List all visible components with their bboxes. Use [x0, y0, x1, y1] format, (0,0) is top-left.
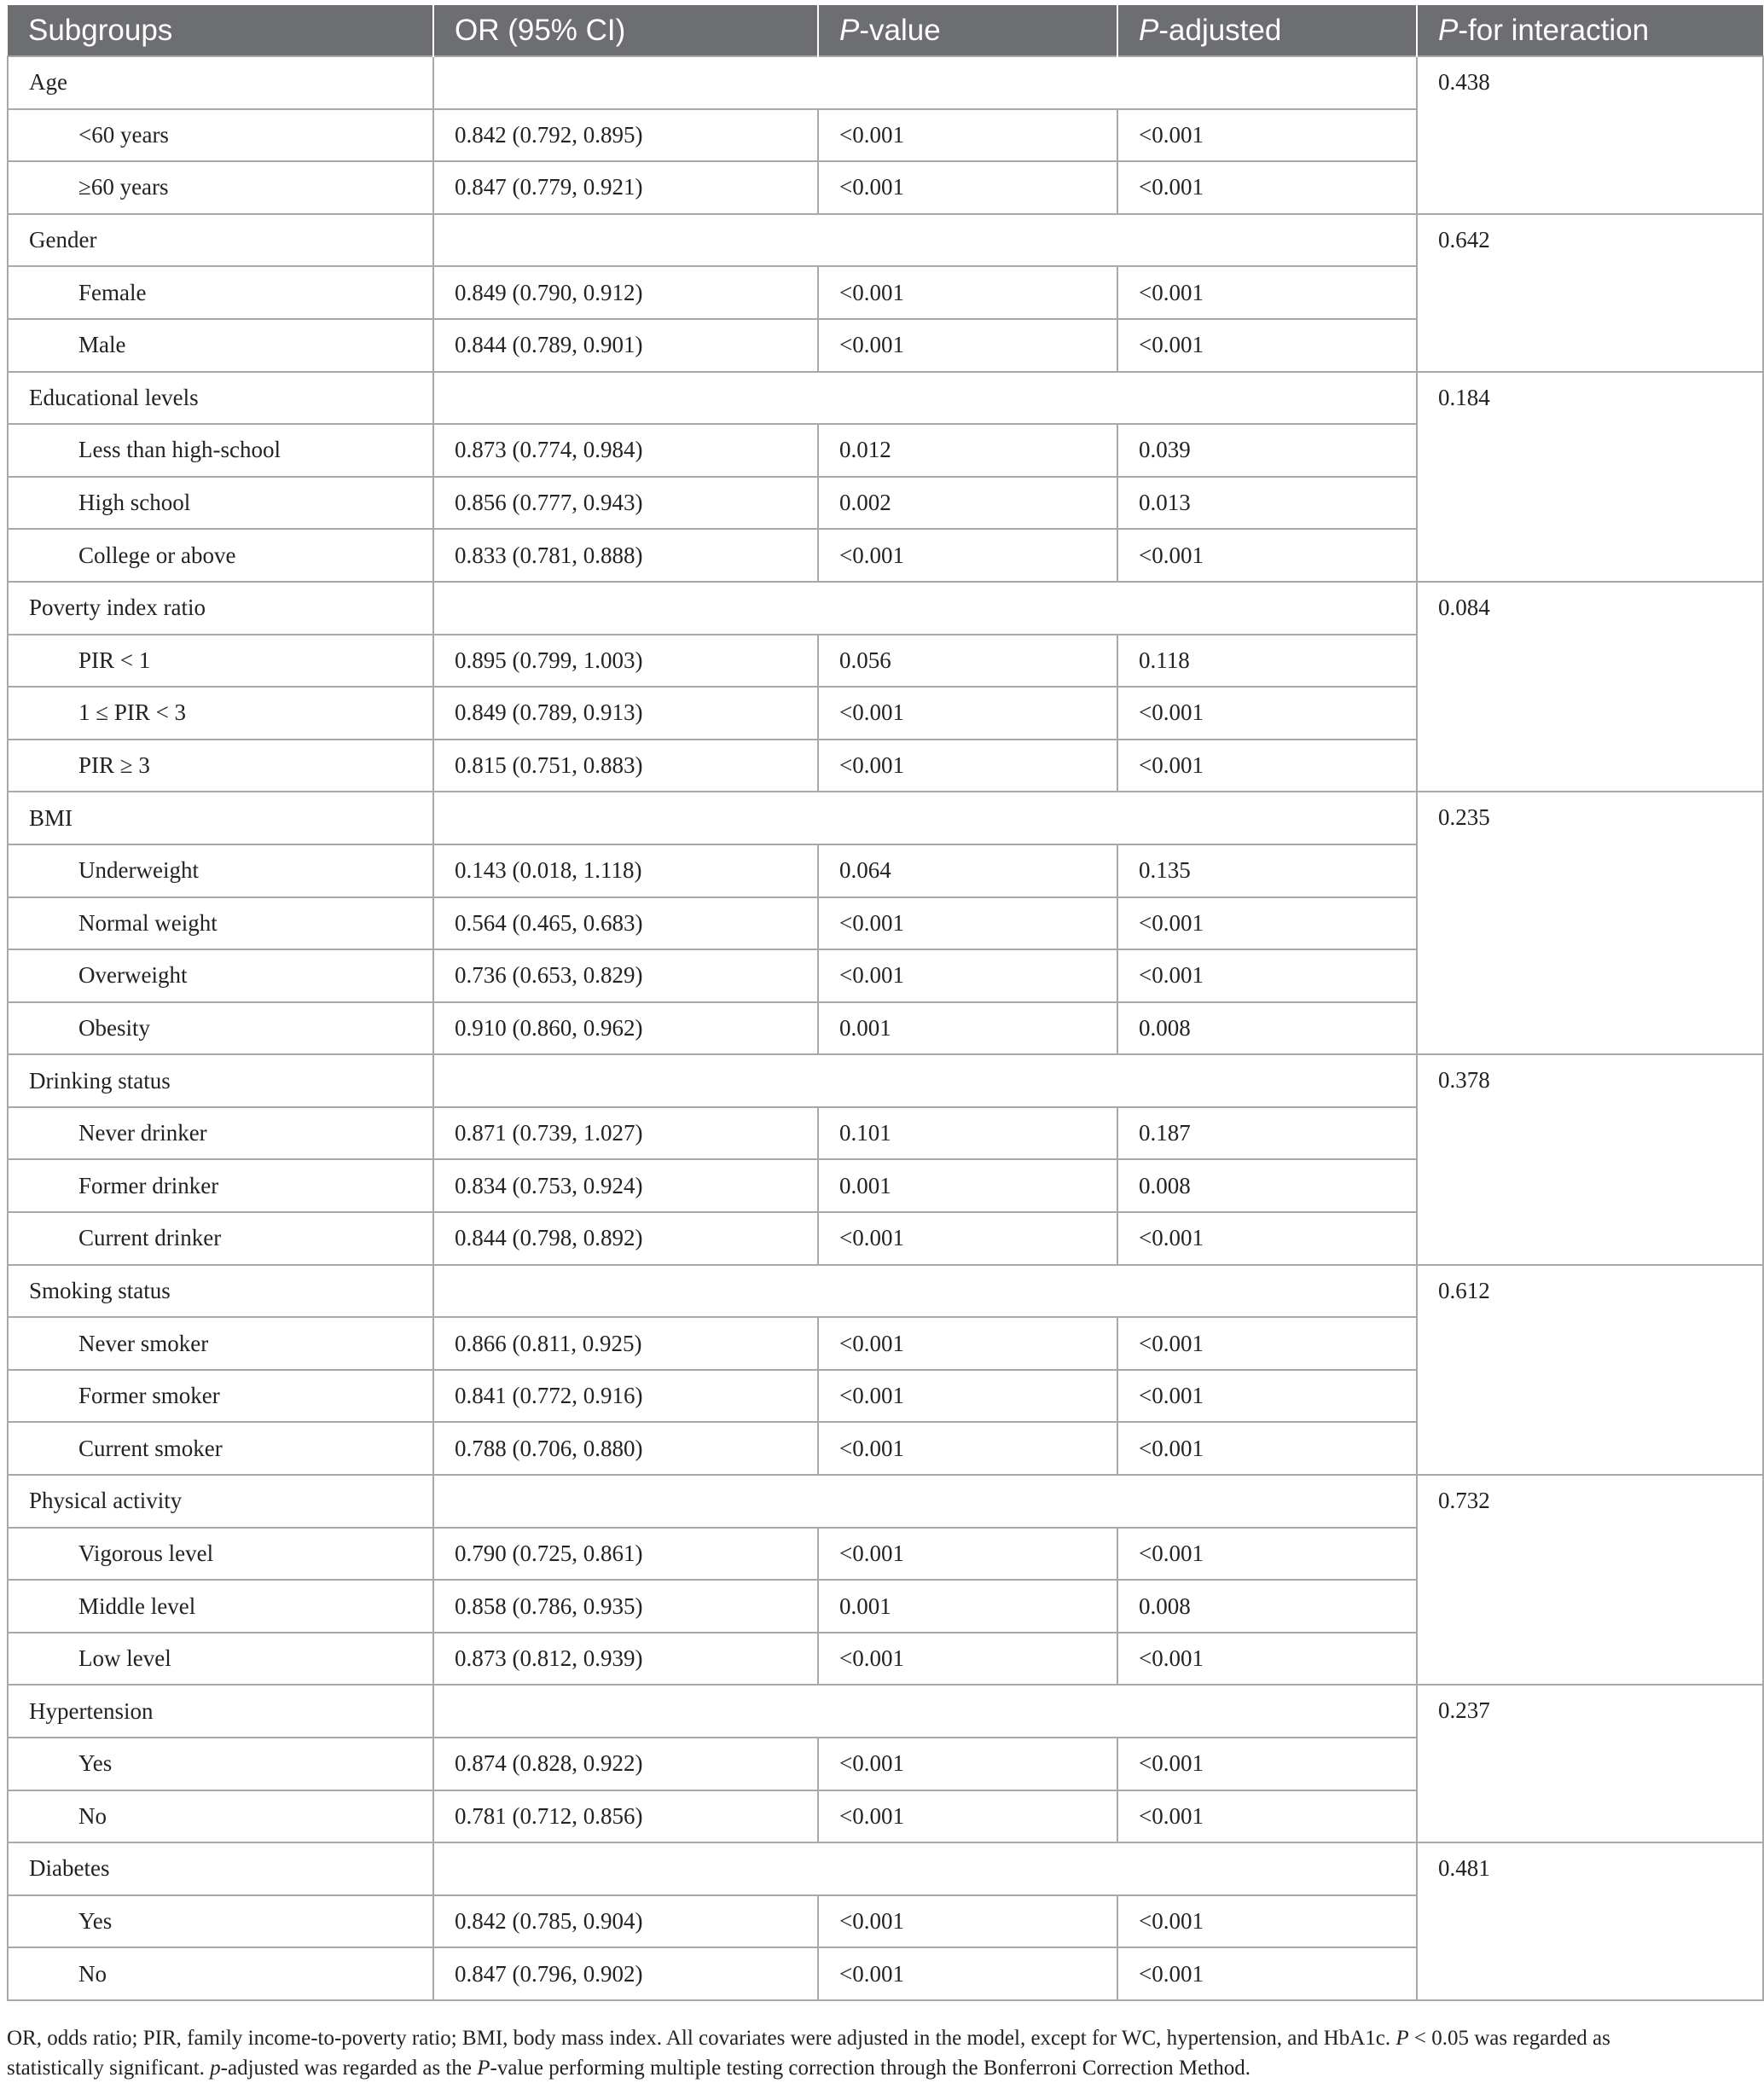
p-adjusted-cell: <0.001 — [1117, 1212, 1417, 1265]
p-value-cell: 0.056 — [818, 635, 1117, 688]
p-value-cell: <0.001 — [818, 1738, 1117, 1790]
header-p-interaction: P-for interaction — [1417, 5, 1763, 56]
table-header — [8, 5, 1763, 56]
group-blank — [433, 1054, 1417, 1107]
subgroup-label: No — [8, 1947, 433, 2000]
or-ci-cell: 0.847 (0.796, 0.902) — [433, 1947, 818, 2000]
or-ci-cell: 0.849 (0.789, 0.913) — [433, 687, 818, 740]
p-adjusted-cell: <0.001 — [1117, 1790, 1417, 1843]
p-value-cell: 0.012 — [818, 424, 1117, 477]
group-name: Poverty index ratio — [8, 582, 433, 635]
p-value-cell: <0.001 — [818, 897, 1117, 950]
p-value-cell: <0.001 — [818, 1633, 1117, 1686]
or-ci-cell: 0.895 (0.799, 1.003) — [433, 635, 818, 688]
group-blank — [433, 1265, 1417, 1318]
subgroup-label: <60 years — [8, 109, 433, 162]
p-value-cell: <0.001 — [818, 1422, 1117, 1475]
header-p-value: P-value — [818, 5, 1117, 56]
or-ci-cell: 0.815 (0.751, 0.883) — [433, 740, 818, 792]
p-interaction-cell: 0.481 — [1417, 1842, 1763, 2000]
p-interaction-cell: 0.184 — [1417, 372, 1763, 582]
p-value-cell: <0.001 — [818, 1528, 1117, 1581]
group-blank — [433, 582, 1417, 635]
p-value-cell: <0.001 — [818, 1895, 1117, 1948]
group-blank — [433, 792, 1417, 844]
subgroup-label: Middle level — [8, 1580, 433, 1633]
footnote-line-2: statistically significant. p-adjusted was regarded as the P-value performing multiple testing correction through the Bonferroni Correction Method. — [7, 2057, 1250, 2080]
group-row — [8, 1054, 1763, 1107]
group-name: Drinking status — [8, 1054, 433, 1107]
or-ci-cell: 0.844 (0.789, 0.901) — [433, 319, 818, 372]
p-value-cell: <0.001 — [818, 949, 1117, 1002]
p-adjusted-cell: <0.001 — [1117, 1947, 1417, 2000]
p-adjusted-cell: <0.001 — [1117, 949, 1417, 1002]
header-row — [8, 5, 1763, 56]
subgroup-label: PIR ≥ 3 — [8, 740, 433, 792]
group-blank — [433, 1685, 1417, 1738]
p-adjusted-cell: 0.135 — [1117, 844, 1417, 897]
p-adjusted-cell: <0.001 — [1117, 687, 1417, 740]
p-adjusted-cell: <0.001 — [1117, 1317, 1417, 1370]
group-row — [8, 1842, 1763, 1895]
group-name: Smoking status — [8, 1265, 433, 1318]
group-name: BMI — [8, 792, 433, 844]
p-adjusted-cell: <0.001 — [1117, 1370, 1417, 1423]
p-adjusted-cell: 0.008 — [1117, 1159, 1417, 1212]
group-blank — [433, 1842, 1417, 1895]
or-ci-cell: 0.143 (0.018, 1.118) — [433, 844, 818, 897]
or-ci-cell: 0.736 (0.653, 0.829) — [433, 949, 818, 1002]
p-value-cell: 0.064 — [818, 844, 1117, 897]
subgroup-label: Vigorous level — [8, 1528, 433, 1581]
or-ci-cell: 0.844 (0.798, 0.892) — [433, 1212, 818, 1265]
subgroup-label: Low level — [8, 1633, 433, 1686]
p-interaction-cell: 0.438 — [1417, 56, 1763, 214]
subgroup-label: Male — [8, 319, 433, 372]
p-value-cell: 0.001 — [818, 1002, 1117, 1055]
p-adjusted-cell: 0.187 — [1117, 1107, 1417, 1160]
p-adjusted-cell: 0.118 — [1117, 635, 1417, 688]
or-ci-cell: 0.781 (0.712, 0.856) — [433, 1790, 818, 1843]
p-value-cell: <0.001 — [818, 1790, 1117, 1843]
group-name: Gender — [8, 214, 433, 267]
subgroup-label: Former smoker — [8, 1370, 433, 1423]
subgroup-label: Yes — [8, 1895, 433, 1948]
p-value-cell: <0.001 — [818, 1317, 1117, 1370]
subgroup-label: Never smoker — [8, 1317, 433, 1370]
or-ci-cell: 0.847 (0.779, 0.921) — [433, 161, 818, 214]
p-value-cell: <0.001 — [818, 740, 1117, 792]
p-adjusted-cell: <0.001 — [1117, 109, 1417, 162]
p-value-cell: <0.001 — [818, 1212, 1117, 1265]
p-adjusted-cell: <0.001 — [1117, 1528, 1417, 1581]
p-value-cell: <0.001 — [818, 161, 1117, 214]
group-name: Diabetes — [8, 1842, 433, 1895]
p-value-cell: <0.001 — [818, 266, 1117, 319]
table-footnote — [7, 2023, 1762, 2083]
group-name: Educational levels — [8, 372, 433, 425]
or-ci-cell: 0.874 (0.828, 0.922) — [433, 1738, 818, 1790]
or-ci-cell: 0.842 (0.792, 0.895) — [433, 109, 818, 162]
or-ci-cell: 0.849 (0.790, 0.912) — [433, 266, 818, 319]
subgroup-label: College or above — [8, 529, 433, 582]
p-adjusted-cell: <0.001 — [1117, 1633, 1417, 1686]
header-subgroups: Subgroups — [8, 5, 433, 56]
p-value-cell: 0.001 — [818, 1159, 1117, 1212]
p-value-cell: 0.002 — [818, 477, 1117, 530]
subgroup-label: Normal weight — [8, 897, 433, 950]
p-adjusted-cell: <0.001 — [1117, 740, 1417, 792]
subgroup-label: High school — [8, 477, 433, 530]
p-adjusted-cell: <0.001 — [1117, 1895, 1417, 1948]
or-ci-cell: 0.866 (0.811, 0.925) — [433, 1317, 818, 1370]
footnote-line-1: OR, odds ratio; PIR, family income-to-poverty ratio; BMI, body mass index. All covariates were adjusted in the model, except for WC, hypertension, and HbA1c. P < 0.05 was regarded as — [7, 2027, 1610, 2050]
subgroup-label: Obesity — [8, 1002, 433, 1055]
p-interaction-cell: 0.642 — [1417, 214, 1763, 372]
group-row — [8, 1475, 1763, 1528]
p-value-cell: 0.101 — [818, 1107, 1117, 1160]
subgroup-label: 1 ≤ PIR < 3 — [8, 687, 433, 740]
p-value-cell: <0.001 — [818, 109, 1117, 162]
or-ci-cell: 0.564 (0.465, 0.683) — [433, 897, 818, 950]
group-blank — [433, 214, 1417, 267]
group-row — [8, 1265, 1763, 1318]
subgroup-label: Less than high-school — [8, 424, 433, 477]
p-adjusted-cell: <0.001 — [1117, 1738, 1417, 1790]
or-ci-cell: 0.871 (0.739, 1.027) — [433, 1107, 818, 1160]
or-ci-cell: 0.834 (0.753, 0.924) — [433, 1159, 818, 1212]
or-ci-cell: 0.841 (0.772, 0.916) — [433, 1370, 818, 1423]
group-name: Physical activity — [8, 1475, 433, 1528]
or-ci-cell: 0.842 (0.785, 0.904) — [433, 1895, 818, 1948]
p-value-cell: <0.001 — [818, 319, 1117, 372]
group-row — [8, 582, 1763, 635]
p-interaction-cell: 0.237 — [1417, 1685, 1763, 1842]
group-row — [8, 792, 1763, 844]
p-adjusted-cell: 0.008 — [1117, 1580, 1417, 1633]
p-adjusted-cell: <0.001 — [1117, 319, 1417, 372]
subgroup-label: Current smoker — [8, 1422, 433, 1475]
subgroup-label: Never drinker — [8, 1107, 433, 1160]
p-value-cell: 0.001 — [818, 1580, 1117, 1633]
or-ci-cell: 0.833 (0.781, 0.888) — [433, 529, 818, 582]
p-value-cell: <0.001 — [818, 529, 1117, 582]
header-p-adjusted: P-adjusted — [1117, 5, 1417, 56]
p-value-cell: <0.001 — [818, 1370, 1117, 1423]
subgroup-label: Yes — [8, 1738, 433, 1790]
p-interaction-cell: 0.732 — [1417, 1475, 1763, 1685]
or-ci-cell: 0.873 (0.774, 0.984) — [433, 424, 818, 477]
p-adjusted-cell: 0.008 — [1117, 1002, 1417, 1055]
p-value-cell: <0.001 — [818, 1947, 1117, 2000]
p-adjusted-cell: 0.013 — [1117, 477, 1417, 530]
group-blank — [433, 1475, 1417, 1528]
p-value-cell: <0.001 — [818, 687, 1117, 740]
table-container — [7, 5, 1762, 2001]
or-ci-cell: 0.873 (0.812, 0.939) — [433, 1633, 818, 1686]
table-body — [8, 56, 1763, 2000]
or-ci-cell: 0.790 (0.725, 0.861) — [433, 1528, 818, 1581]
subgroup-label: PIR < 1 — [8, 635, 433, 688]
subgroup-label: No — [8, 1790, 433, 1843]
subgroup-label: Former drinker — [8, 1159, 433, 1212]
or-ci-cell: 0.856 (0.777, 0.943) — [433, 477, 818, 530]
group-blank — [433, 372, 1417, 425]
or-ci-cell: 0.788 (0.706, 0.880) — [433, 1422, 818, 1475]
p-adjusted-cell: <0.001 — [1117, 161, 1417, 214]
p-interaction-cell: 0.235 — [1417, 792, 1763, 1054]
p-adjusted-cell: 0.039 — [1117, 424, 1417, 477]
p-adjusted-cell: <0.001 — [1117, 1422, 1417, 1475]
p-adjusted-cell: <0.001 — [1117, 529, 1417, 582]
subgroup-label: ≥60 years — [8, 161, 433, 214]
p-adjusted-cell: <0.001 — [1117, 897, 1417, 950]
subgroup-label: Underweight — [8, 844, 433, 897]
p-interaction-cell: 0.084 — [1417, 582, 1763, 792]
p-interaction-cell: 0.378 — [1417, 1054, 1763, 1264]
header-or-ci: OR (95% CI) — [433, 5, 818, 56]
p-adjusted-cell: <0.001 — [1117, 266, 1417, 319]
group-row — [8, 372, 1763, 425]
subgroup-table — [7, 5, 1764, 2001]
group-name: Age — [8, 56, 433, 109]
group-row — [8, 1685, 1763, 1738]
p-interaction-cell: 0.612 — [1417, 1265, 1763, 1475]
group-row — [8, 56, 1763, 109]
subgroup-label: Current drinker — [8, 1212, 433, 1265]
or-ci-cell: 0.858 (0.786, 0.935) — [433, 1580, 818, 1633]
subgroup-label: Overweight — [8, 949, 433, 1002]
group-row — [8, 214, 1763, 267]
or-ci-cell: 0.910 (0.860, 0.962) — [433, 1002, 818, 1055]
subgroup-label: Female — [8, 266, 433, 319]
group-name: Hypertension — [8, 1685, 433, 1738]
group-blank — [433, 56, 1417, 109]
